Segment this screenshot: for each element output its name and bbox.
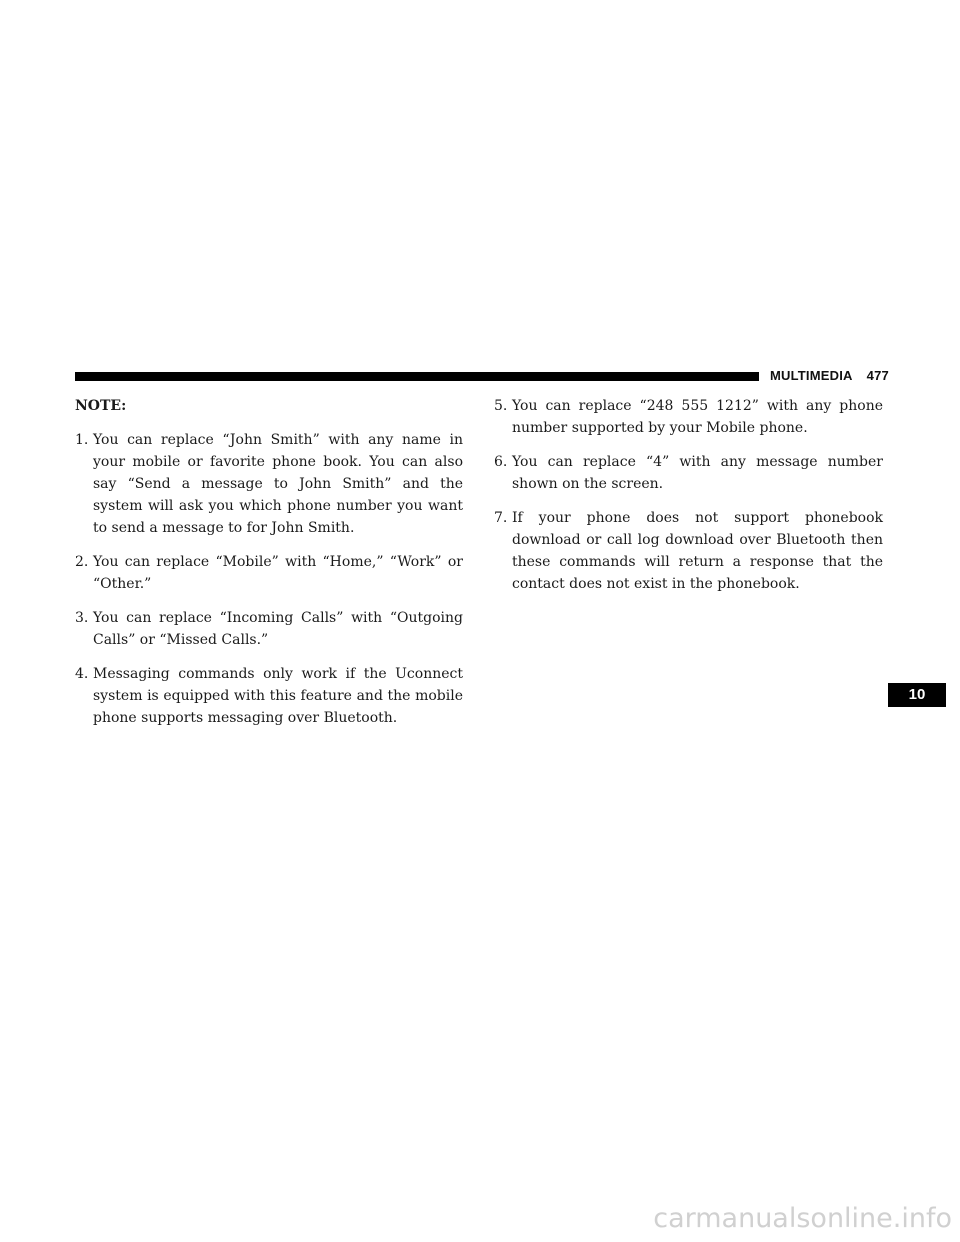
chapter-tab: 10 [888,683,946,707]
watermark: carmanualsonline.info [653,1203,952,1234]
list-item-text: You can replace “4” with any message number shown on the screen. [512,454,883,492]
page-number: 477 [866,368,889,383]
note-heading: NOTE: [75,398,127,414]
list-item-text: You can replace “Mobile” with “Home,” “Work” or “Other.” [93,554,463,592]
list-item-number: 4. [75,666,89,682]
list-item-number: 6. [494,454,508,470]
running-header [770,368,889,383]
header-rule [75,372,759,381]
list-item-text: If your phone does not support phonebook download or call log download over Bluetooth then these commands will return a response that the contact does not exist in the phonebook. [512,510,883,592]
left-column [75,395,463,741]
list-item-text: You can replace “248 555 1212” with any phone number supported by your Mobile phone. [512,398,883,436]
list-item-number: 5. [494,398,508,414]
list-item-text: You can replace “John Smith” with any name in your mobile or favorite phone book. You can also say “Send a message to John Smith” and the system will ask you which phone number you want to send a message to for John Smith. [93,432,463,536]
list-item [75,607,463,651]
list-item [494,451,883,495]
list-item-number: 1. [75,432,89,448]
note-list-right [494,395,883,595]
section-title: MULTIMEDIA [770,368,853,383]
list-item [494,395,883,439]
list-item [75,663,463,729]
list-item-text: You can replace “Incoming Calls” with “Outgoing Calls” or “Missed Calls.” [93,610,463,648]
list-item [494,507,883,595]
list-item-number: 7. [494,510,508,526]
list-item-number: 3. [75,610,89,626]
list-item [75,429,463,539]
note-list-left [75,429,463,729]
list-item-text: Messaging commands only work if the Uconnect system is equipped with this feature and the mobile phone supports messaging over Bluetooth. [93,666,463,726]
list-item-number: 2. [75,554,89,570]
right-column [494,395,883,607]
list-item [75,551,463,595]
